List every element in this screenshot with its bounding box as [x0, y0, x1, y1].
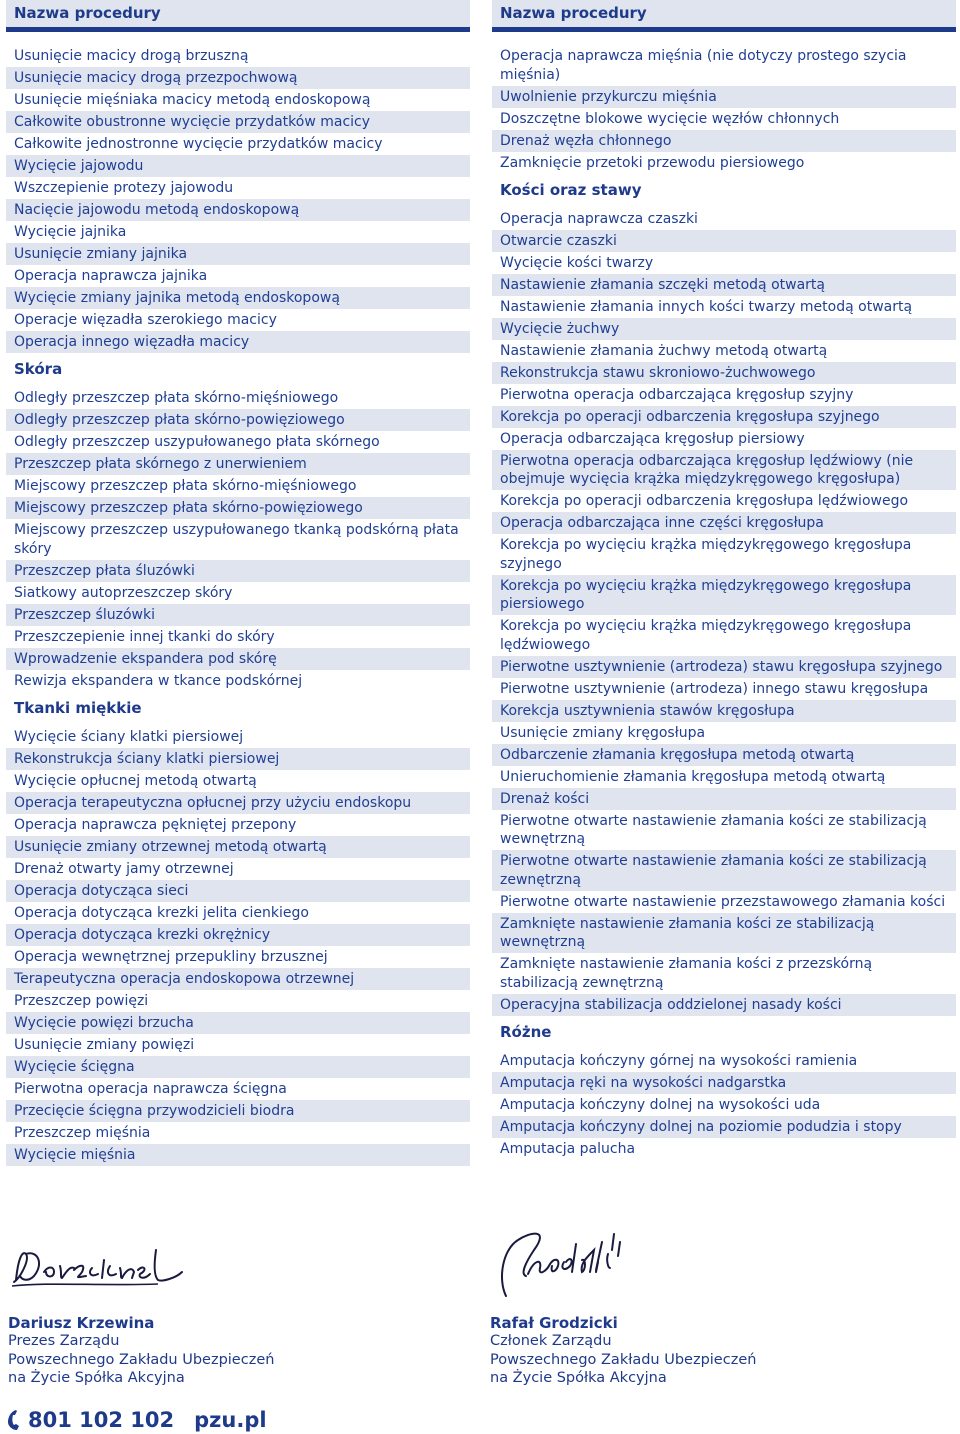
procedure-item: Pierwotna operacja odbarczająca kręgosłup szyjny — [500, 386, 854, 403]
procedure-item: Odległy przeszczep uszypułowanego płata skórnego — [14, 434, 380, 450]
procedure-item: Terapeutyczna operacja endoskopowa otrzewnej — [6, 968, 470, 990]
procedure-item: Wycięcie zmiany jajnika metodą endoskopową — [6, 287, 470, 309]
section-title: Tkanki miękkie — [14, 698, 142, 717]
procedure-item: Usunięcie zmiany jajnika — [6, 243, 470, 265]
procedure-item: Usunięcie zmiany otrzewnej metodą otwartą — [6, 836, 470, 858]
signatory-role: Prezes Zarządu — [8, 1333, 120, 1349]
procedure-item: Wycięcie mięśnia — [6, 1144, 470, 1166]
procedure-item: Wycięcie żuchwy — [492, 318, 956, 340]
procedure-item: Operacja naprawcza mięśnia (nie dotyczy prostego szycia mięśnia) — [500, 48, 907, 83]
procedure-item: Operacja naprawcza pękniętej przepony — [14, 816, 297, 833]
procedure-item: Wycięcie powięzi brzucha — [6, 1012, 470, 1034]
section-title: Różne — [500, 1022, 552, 1041]
procedure-item: Nacięcie jajowodu metodą endoskopową — [6, 199, 470, 221]
procedure-item: Amputacja palucha — [500, 1140, 636, 1157]
procedure-item: Pierwotne otwarte nastawienie przezstawowego złamania kości — [500, 893, 946, 910]
procedure-item: Amputacja ręki na wysokości nadgarstka — [492, 1072, 956, 1094]
procedure-item: Wycięcie ścięgna — [6, 1056, 470, 1078]
procedure-item: Przeszczep płata śluzówki — [6, 560, 470, 582]
procedure-item: Nastawienie złamania szczęki metodą otwartą — [492, 274, 956, 296]
procedure-item: Pierwotne otwarte nastawienie złamania kości ze stabilizacją wewnętrzną — [500, 812, 927, 847]
procedure-item: Operacja wewnętrznej przepukliny brzusznej — [14, 948, 328, 965]
company-name: na Życie Spółka Akcyjna — [490, 1370, 667, 1386]
procedure-item: Wycięcie opłucnej metodą otwartą — [14, 772, 257, 789]
procedure-item: Unieruchomienie złamania kręgosłupa metodą otwartą — [500, 768, 886, 785]
website-link[interactable]: pzu.pl — [194, 1408, 267, 1432]
procedure-item: Całkowite jednostronne wycięcie przydatków macicy — [14, 136, 383, 152]
procedure-item: Wycięcie kości twarzy — [500, 254, 654, 271]
procedure-item: Przeszczep powięzi — [14, 992, 149, 1009]
procedure-item: Operacja odbarczająca kręgosłup piersiowy — [500, 430, 805, 447]
procedure-item: Pierwotna operacja odbarczająca kręgosłup lędźwiowy (nie obejmuje wycięcia krążka międzykręgowego kręgosłupa) — [492, 450, 956, 491]
procedure-item: Przeszczep śluzówki — [6, 604, 470, 626]
procedure-item: Uwolnienie przykurczu mięśnia — [492, 86, 956, 108]
procedure-item: Przecięcie ścięgna przywodzicieli biodra — [6, 1100, 470, 1122]
left-column — [6, 0, 470, 1166]
company-name: na Życie Spółka Akcyjna — [8, 1370, 185, 1386]
procedure-item: Korekcja po operacji odbarczenia kręgosłupa szyjnego — [492, 406, 956, 428]
procedure-item: Operacja innego więzadła macicy — [6, 331, 470, 353]
procedure-item: Operacja odbarczająca inne części kręgosłupa — [492, 512, 956, 534]
signatory-role: Członek Zarządu — [490, 1333, 612, 1349]
procedure-item: Korekcja po wycięciu krążka międzykręgowego kręgosłupa piersiowego — [492, 575, 956, 616]
procedure-item: Operacja dotycząca krezki okrężnicy — [6, 924, 470, 946]
procedure-item: Miejscowy przeszczep płata skórno-powięziowego — [6, 497, 470, 519]
procedure-item: Usunięcie mięśniaka macicy metodą endoskopową — [14, 92, 371, 108]
procedure-item: Zamknięte nastawienie złamania kości ze stabilizacją wewnętrzną — [492, 913, 956, 954]
procedure-item: Siatkowy autoprzeszczep skóry — [14, 584, 233, 601]
procedure-item: Operacja naprawcza jajnika — [14, 268, 208, 284]
procedure-item: Korekcja po operacji odbarczenia kręgosłupa lędźwiowego — [500, 493, 909, 509]
procedure-item: Odległy przeszczep płata skórno-mięśniowego — [14, 390, 339, 406]
procedure-list — [492, 45, 956, 1160]
procedure-item: Korekcja usztywnienia stawów kręgosłupa — [492, 700, 956, 722]
procedure-item: Pierwotne usztywnienie (artrodeza) innego stawu kręgosłupa — [500, 680, 929, 697]
procedure-item: Drenaż kości — [492, 788, 956, 810]
column-header: Nazwa procedury — [492, 0, 956, 32]
procedure-item: Operacyjna stabilizacja oddzielonej nasady kości — [492, 994, 956, 1016]
procedure-item: Operacja dotycząca sieci — [6, 880, 470, 902]
procedure-item: Odległy przeszczep płata skórno-powięziowego — [6, 409, 470, 431]
phone-number[interactable]: 801 102 102 — [28, 1408, 175, 1432]
procedure-item: Przeszczepienie innej tkanki do skóry — [14, 628, 275, 645]
procedure-item: Usunięcie zmiany powięzi — [14, 1036, 195, 1053]
procedure-item: Operacje więzadła szerokiego macicy — [14, 312, 277, 328]
procedure-item: Nastawienie złamania żuchwy metodą otwartą — [500, 342, 828, 359]
procedure-item: Miejscowy przeszczep uszypułowanego tkanką podskórną płata skóry — [14, 522, 459, 557]
procedure-item: Nastawienie złamania innych kości twarzy metodą otwartą — [500, 298, 913, 315]
section-title: Kości oraz stawy — [500, 180, 642, 199]
procedure-item: Zamknięcie przetoki przewodu piersiowego — [500, 154, 805, 171]
procedure-item: Doszczętne blokowe wycięcie węzłów chłonnych — [500, 110, 840, 127]
procedure-item: Drenaż otwarty jamy otrzewnej — [14, 860, 234, 877]
procedure-item: Pierwotna operacja naprawcza ścięgna — [14, 1080, 287, 1097]
signature-block-left — [8, 1220, 408, 1388]
procedure-list — [6, 45, 470, 1166]
procedure-item: Usunięcie zmiany kręgosłupa — [500, 724, 706, 741]
procedure-item: Operacja naprawcza czaszki — [500, 210, 698, 227]
signature-block-right — [490, 1220, 890, 1388]
procedure-item: Wprowadzenie ekspandera pod skórę — [6, 648, 470, 670]
footer — [6, 1406, 267, 1434]
company-name: Powszechnego Zakładu Ubezpieczeń — [8, 1351, 275, 1368]
procedure-item: Usunięcie macicy drogą przezpochwową — [6, 67, 470, 89]
procedure-item: Korekcja po wycięciu krążka międzykręgowego kręgosłupa szyjnego — [500, 537, 912, 572]
procedure-item: Operacja dotycząca krezki jelita cienkiego — [14, 904, 309, 921]
procedure-item: Rewizja ekspandera w tkance podskórnej — [14, 672, 303, 689]
procedure-item: Wszczepienie protezy jajowodu — [14, 180, 234, 196]
procedure-item: Przeszczep płata skórnego z unerwieniem — [6, 453, 470, 475]
procedure-item: Usunięcie macicy drogą brzuszną — [14, 48, 249, 64]
signature-image — [8, 1220, 188, 1306]
procedure-item: Operacja terapeutyczna opłucnej przy użyciu endoskopu — [6, 792, 470, 814]
phone-icon — [6, 1408, 22, 1432]
procedure-item: Wycięcie ściany klatki piersiowej — [14, 728, 244, 745]
signature-image — [490, 1220, 640, 1306]
procedure-item: Rekonstrukcja ściany klatki piersiowej — [6, 748, 470, 770]
procedure-item: Zamknięte nastawienie złamania kości z przezskórną stabilizacją zewnętrzną — [500, 956, 873, 991]
procedure-item: Otwarcie czaszki — [492, 230, 956, 252]
procedure-item: Całkowite obustronne wycięcie przydatków macicy — [6, 111, 470, 133]
procedure-item: Amputacja kończyny górnej na wysokości ramienia — [500, 1052, 858, 1069]
procedure-item: Odbarczenie złamania kręgosłupa metodą otwartą — [492, 744, 956, 766]
signatory-name: Rafał Grodzicki — [490, 1314, 618, 1332]
right-column — [492, 0, 956, 1160]
procedure-item: Pierwotne usztywnienie (artrodeza) stawu kręgosłupa szyjnego — [492, 656, 956, 678]
procedure-item: Amputacja kończyny dolnej na wysokości uda — [500, 1096, 821, 1113]
procedure-item: Przeszczep mięśnia — [14, 1124, 151, 1141]
procedure-item: Pierwotne otwarte nastawienie złamania kości ze stabilizacją zewnętrzną — [492, 850, 956, 891]
procedure-item: Miejscowy przeszczep płata skórno-mięśniowego — [14, 478, 357, 494]
column-header: Nazwa procedury — [6, 0, 470, 32]
procedure-item: Drenaż węzła chłonnego — [492, 130, 956, 152]
procedure-item: Rekonstrukcja stawu skroniowo-żuchwowego — [492, 362, 956, 384]
signatory-name: Dariusz Krzewina — [8, 1314, 155, 1332]
section-title: Skóra — [14, 360, 63, 378]
procedure-item: Korekcja po wycięciu krążka międzykręgowego kręgosłupa lędźwiowego — [500, 618, 912, 653]
procedure-item: Amputacja kończyny dolnej na poziomie podudzia i stopy — [492, 1116, 956, 1138]
company-name: Powszechnego Zakładu Ubezpieczeń — [490, 1351, 757, 1368]
procedure-item: Wycięcie jajowodu — [6, 155, 470, 177]
procedure-item: Wycięcie jajnika — [14, 224, 127, 240]
